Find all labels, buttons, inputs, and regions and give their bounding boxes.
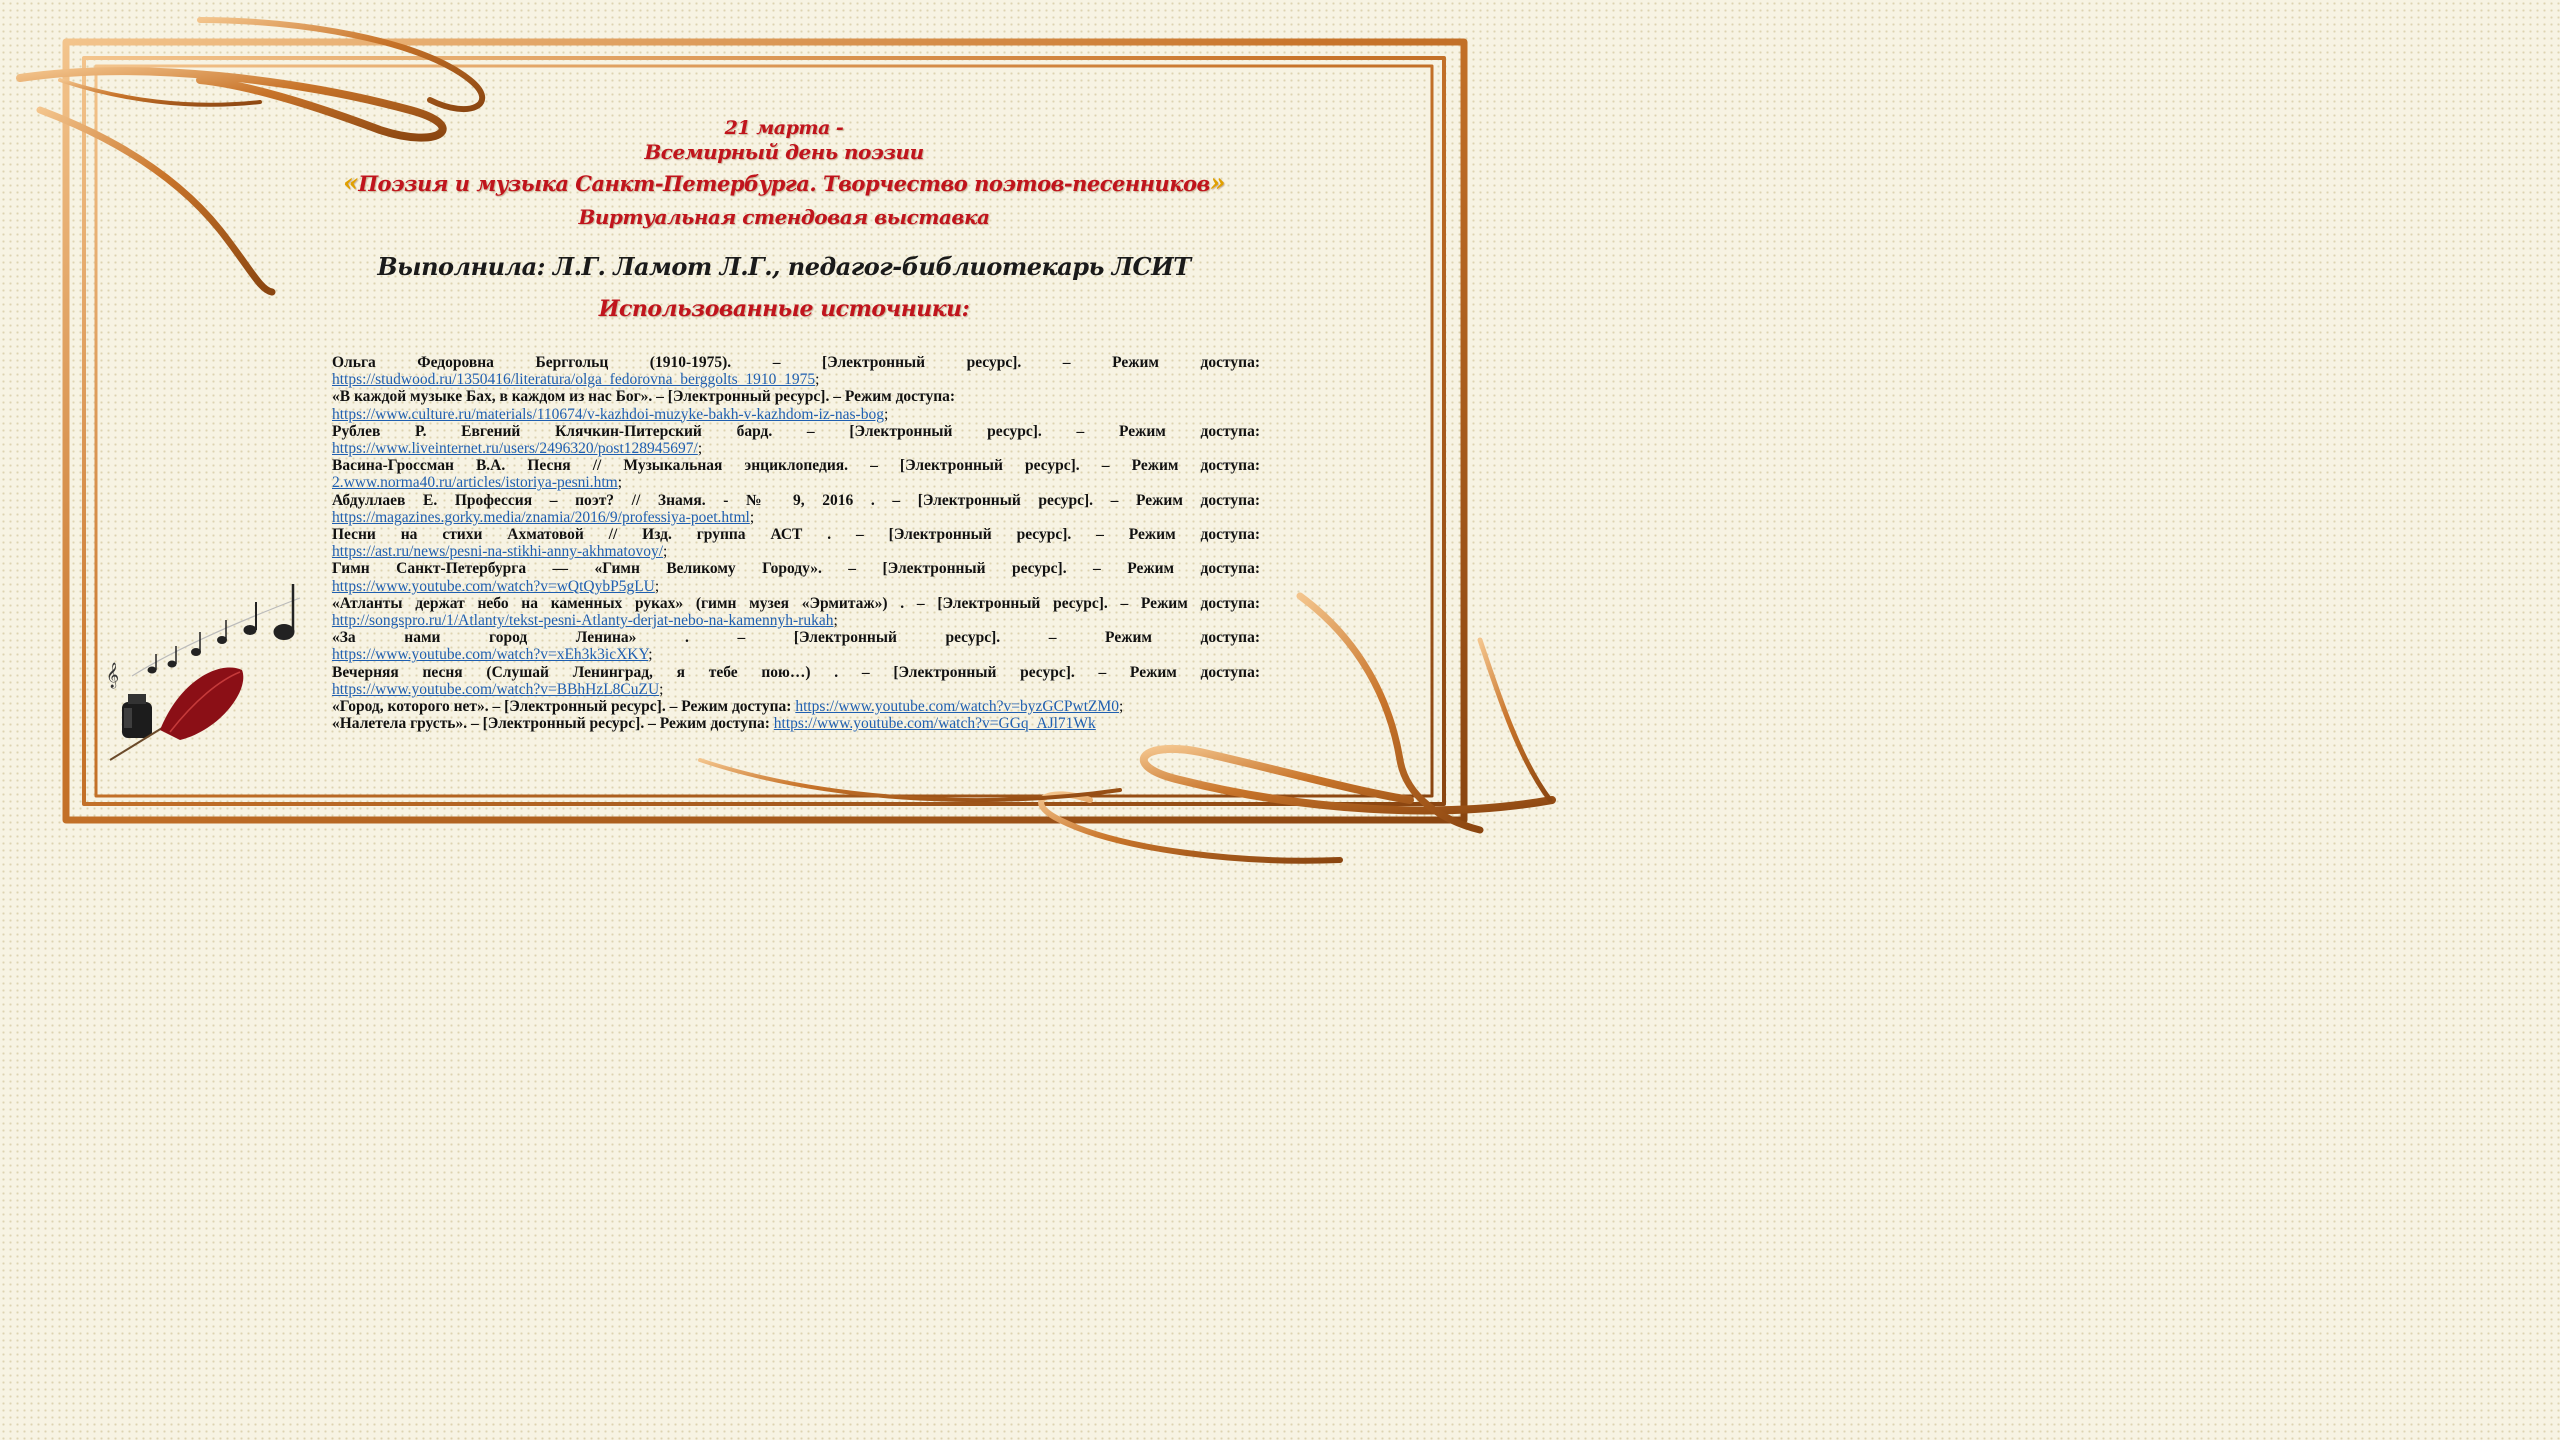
author-line: Выполнила: Л.Г. Ламот Л.Г., педагог-библиотекарь ЛСИТ bbox=[377, 252, 1191, 281]
source-link[interactable]: https://www.culture.ru/materials/110674/v-kazhdoi-muzyke-bakh-v-kazhdom-iz-nas-bog bbox=[332, 405, 884, 423]
source-punct: ; bbox=[663, 543, 668, 561]
source-link[interactable]: https://www.youtube.com/watch?v=GGq_AJl71Wk bbox=[773, 715, 1096, 733]
source-link[interactable]: https://ast.ru/news/pesni-na-stikhi-anny-akhmatovoy/ bbox=[332, 543, 664, 561]
source-description: «В каждой музыке Бах, в каждом из нас Бог». – [Электронный ресурс]. – Режим доступа: bbox=[332, 388, 956, 406]
exhibition-subtitle: Виртуальная стендовая выставка bbox=[578, 205, 990, 229]
svg-text:𝄞: 𝄞 bbox=[106, 663, 120, 688]
date-heading: 21 марта - bbox=[724, 117, 844, 139]
source-description: «Атланты держат небо на каменных руках» (гимн музея «Эрмитаж») . – [Электронный ресурс]. – Режим доступа: bbox=[332, 594, 1260, 612]
source-punct: ; bbox=[815, 371, 820, 389]
source-description: «За нами город Ленина» . – [Электронный ресурс]. – Режим доступа: bbox=[332, 629, 1260, 647]
source-link[interactable]: https://www.liveinternet.ru/users/2496320/post128945697/ bbox=[332, 440, 698, 458]
source-link[interactable]: https://www.youtube.com/watch?v=xEh3k3icXKY bbox=[332, 646, 649, 664]
music-quill-illustration bbox=[100, 580, 320, 780]
source-item bbox=[332, 457, 1260, 491]
source-link[interactable]: https://magazines.gorky.media/znamia/2016/9/professiya-poet.html bbox=[332, 508, 750, 526]
source-item bbox=[332, 664, 1260, 698]
open-quote: « bbox=[343, 168, 359, 197]
source-description: Васина-Гроссман В.А. Песня // Музыкальная энциклопедия. – [Электронный ресурс]. – Режим доступа: bbox=[332, 457, 1260, 475]
source-item bbox=[332, 595, 1260, 629]
source-punct: ; bbox=[833, 612, 838, 630]
theme-title bbox=[0, 168, 1568, 197]
sources-list bbox=[332, 354, 1260, 732]
source-item bbox=[332, 354, 1260, 388]
source-description: Рублев Р. Евгений Клячкин-Питерский бард. – [Электронный ресурс]. – Режим доступа: bbox=[332, 422, 1260, 440]
source-link[interactable]: https://www.youtube.com/watch?v=BBhHzL8CuZU bbox=[332, 680, 660, 698]
source-description: Гимн Санкт-Петербурга — «Гимн Великому Городу». – [Электронный ресурс]. – Режим доступа: bbox=[332, 560, 1260, 578]
source-description: Песни на стихи Ахматовой // Изд. группа АСТ . – [Электронный ресурс]. – Режим доступа: bbox=[332, 526, 1260, 544]
source-item bbox=[332, 715, 1260, 732]
source-item bbox=[332, 698, 1260, 715]
source-item bbox=[332, 423, 1260, 457]
source-link[interactable]: 2.www.norma40.ru/articles/istoriya-pesni.htm bbox=[332, 474, 618, 492]
inkwell-icon bbox=[122, 694, 152, 738]
source-item bbox=[332, 526, 1260, 560]
source-link[interactable]: https://www.youtube.com/watch?v=byzGCPwtZM0 bbox=[795, 698, 1120, 716]
source-item bbox=[332, 629, 1260, 663]
source-description: Ольга Федоровна Берггольц (1910-1975). – [Электронный ресурс]. – Режим доступа: bbox=[332, 354, 1260, 371]
source-punct: ; bbox=[654, 577, 660, 595]
source-punct: ; bbox=[749, 508, 755, 526]
source-punct: ; bbox=[648, 646, 653, 664]
source-link[interactable]: http://songspro.ru/1/Atlanty/tekst-pesni-Atlanty-derjat-nebo-na-kamennyh-rukah bbox=[332, 612, 834, 630]
music-notes-icon bbox=[106, 584, 300, 688]
event-title: Всемирный день поэзии bbox=[644, 140, 924, 164]
source-link[interactable]: https://studwood.ru/1350416/literatura/olga_fedorovna_berggolts_1910_1975 bbox=[332, 371, 816, 389]
source-item bbox=[332, 388, 1260, 422]
source-description: Абдуллаев Е. Профессия – поэт? // Знамя. - № 9, 2016 . – [Электронный ресурс]. – Режим доступа: bbox=[332, 491, 1260, 509]
source-description: «Налетела грусть». – [Электронный ресурс]. – Режим доступа: bbox=[332, 715, 770, 733]
source-punct: ; bbox=[883, 405, 889, 423]
source-punct: ; bbox=[1119, 698, 1124, 716]
source-item bbox=[332, 560, 1260, 594]
source-link[interactable]: https://www.youtube.com/watch?v=wQtQybP5gLU bbox=[332, 577, 655, 595]
source-punct: ; bbox=[617, 474, 622, 492]
sources-heading: Использованные источники: bbox=[598, 296, 970, 322]
close-quote: » bbox=[1209, 168, 1225, 197]
source-punct: ; bbox=[659, 680, 664, 698]
source-description: Вечерняя песня (Слушай Ленинград, я тебе пою…) . – [Электронный ресурс]. – Режим доступа: bbox=[332, 663, 1260, 681]
source-punct: ; bbox=[697, 440, 703, 458]
source-item bbox=[332, 492, 1260, 526]
theme-text: Поэзия и музыка Санкт-Петербурга. Творчество поэтов-песенников bbox=[358, 171, 1210, 196]
source-description: «Город, которого нет». – [Электронный ресурс]. – Режим доступа: bbox=[332, 698, 792, 716]
